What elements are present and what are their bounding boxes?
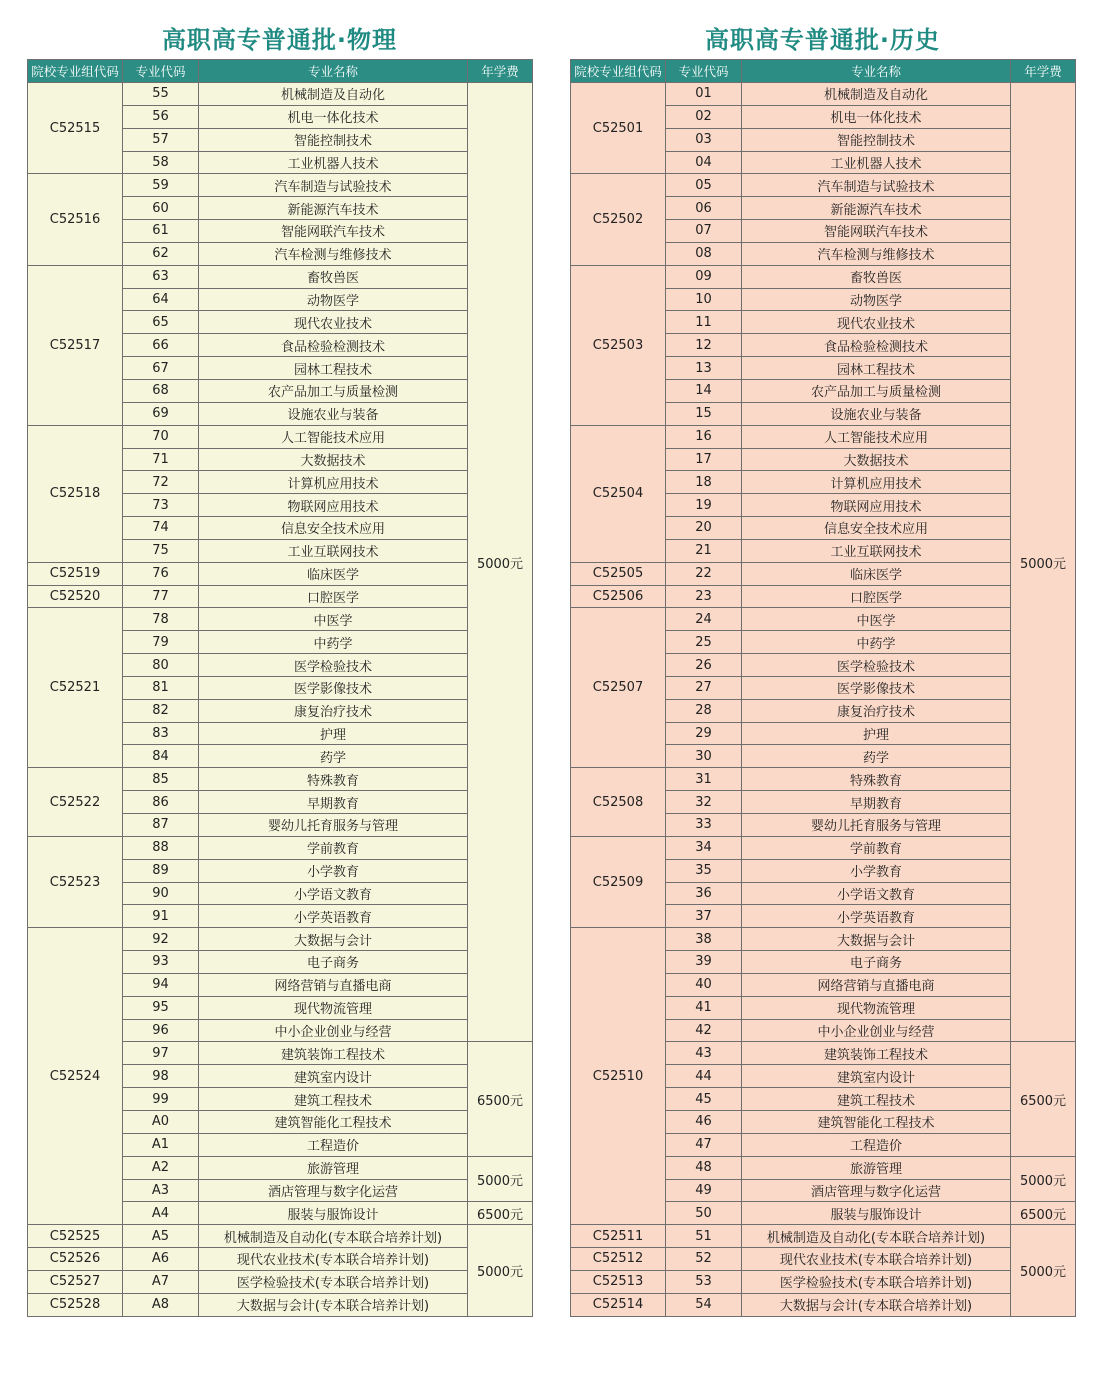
table-row bbox=[571, 585, 1076, 608]
major-name-cell: 电子商务 bbox=[199, 951, 468, 974]
table-row bbox=[571, 768, 1076, 791]
major-name-cell: 医学影像技术 bbox=[742, 676, 1011, 699]
header-major-code: 专业代码 bbox=[123, 60, 199, 83]
major-name-cell: 机械制造及自动化(专本联合培养计划) bbox=[742, 1225, 1011, 1248]
major-code-cell: 41 bbox=[666, 996, 742, 1019]
major-code-cell: 61 bbox=[123, 220, 199, 243]
major-name-cell: 大数据与会计 bbox=[199, 928, 468, 951]
major-name-cell: 现代农业技术(专本联合培养计划) bbox=[742, 1248, 1011, 1271]
major-code-cell: 92 bbox=[123, 928, 199, 951]
major-name-cell: 建筑工程技术 bbox=[199, 1088, 468, 1111]
table-row bbox=[28, 1248, 533, 1271]
tuition-cell: 5000元 bbox=[468, 1156, 533, 1202]
major-code-cell: 54 bbox=[666, 1293, 742, 1316]
major-code-cell: A1 bbox=[123, 1133, 199, 1156]
tuition-cell: 5000元 bbox=[1011, 1225, 1076, 1316]
table-row bbox=[571, 83, 1076, 106]
major-name-cell: 汽车检测与维修技术 bbox=[199, 242, 468, 265]
major-code-cell: 79 bbox=[123, 631, 199, 654]
major-name-cell: 旅游管理 bbox=[199, 1156, 468, 1179]
major-name-cell: 现代农业技术 bbox=[199, 311, 468, 334]
physics-title: 高职高专普通批·物理 bbox=[161, 26, 398, 54]
major-code-cell: 96 bbox=[123, 1019, 199, 1042]
group-code-cell: C52514 bbox=[571, 1293, 666, 1316]
major-name-cell: 婴幼儿托育服务与管理 bbox=[199, 814, 468, 837]
major-code-cell: 51 bbox=[666, 1225, 742, 1248]
major-code-cell: 21 bbox=[666, 539, 742, 562]
tuition-cell: 5000元 bbox=[1011, 1156, 1076, 1202]
major-name-cell: 医学检验技术 bbox=[199, 654, 468, 677]
major-name-cell: 建筑智能化工程技术 bbox=[742, 1110, 1011, 1133]
major-name-cell: 临床医学 bbox=[199, 562, 468, 585]
table-row bbox=[28, 1270, 533, 1293]
major-code-cell: 22 bbox=[666, 562, 742, 585]
major-code-cell: 99 bbox=[123, 1088, 199, 1111]
major-name-cell: 小学英语教育 bbox=[742, 905, 1011, 928]
major-code-cell: 93 bbox=[123, 951, 199, 974]
major-name-cell: 中小企业创业与经营 bbox=[742, 1019, 1011, 1042]
major-code-cell: 27 bbox=[666, 676, 742, 699]
table-row bbox=[571, 1225, 1076, 1248]
major-code-cell: 07 bbox=[666, 220, 742, 243]
major-name-cell: 计算机应用技术 bbox=[742, 471, 1011, 494]
major-name-cell: 机电一体化技术 bbox=[199, 105, 468, 128]
major-name-cell: 物联网应用技术 bbox=[199, 494, 468, 517]
major-name-cell: 中药学 bbox=[199, 631, 468, 654]
major-name-cell: 人工智能技术应用 bbox=[199, 425, 468, 448]
major-code-cell: 14 bbox=[666, 379, 742, 402]
major-code-cell: 57 bbox=[123, 128, 199, 151]
major-name-cell: 机电一体化技术 bbox=[742, 105, 1011, 128]
major-name-cell: 口腔医学 bbox=[199, 585, 468, 608]
table-row bbox=[28, 425, 533, 448]
major-name-cell: 新能源汽车技术 bbox=[199, 197, 468, 220]
major-code-cell: 66 bbox=[123, 334, 199, 357]
major-name-cell: 服装与服饰设计 bbox=[199, 1202, 468, 1225]
group-code-cell: C52524 bbox=[28, 928, 123, 1225]
major-name-cell: 中医学 bbox=[199, 608, 468, 631]
major-code-cell: 03 bbox=[666, 128, 742, 151]
major-name-cell: 网络营销与直播电商 bbox=[199, 973, 468, 996]
major-name-cell: 信息安全技术应用 bbox=[742, 517, 1011, 540]
history-table-body bbox=[571, 83, 1076, 1317]
major-code-cell: 10 bbox=[666, 288, 742, 311]
major-name-cell: 康复治疗技术 bbox=[742, 699, 1011, 722]
table-row bbox=[28, 1293, 533, 1316]
major-name-cell: 医学检验技术(专本联合培养计划) bbox=[742, 1270, 1011, 1293]
major-code-cell: 28 bbox=[666, 699, 742, 722]
major-code-cell: 64 bbox=[123, 288, 199, 311]
major-name-cell: 计算机应用技术 bbox=[199, 471, 468, 494]
major-name-cell: 现代农业技术(专本联合培养计划) bbox=[199, 1248, 468, 1271]
group-code-cell: C52515 bbox=[28, 83, 123, 174]
group-code-cell: C52526 bbox=[28, 1248, 123, 1271]
major-name-cell: 新能源汽车技术 bbox=[742, 197, 1011, 220]
major-name-cell: 智能网联汽车技术 bbox=[199, 220, 468, 243]
table-header-row bbox=[28, 60, 533, 83]
group-code-cell: C52509 bbox=[571, 836, 666, 927]
major-code-cell: 91 bbox=[123, 905, 199, 928]
major-code-cell: 46 bbox=[666, 1110, 742, 1133]
major-name-cell: 人工智能技术应用 bbox=[742, 425, 1011, 448]
major-code-cell: 47 bbox=[666, 1133, 742, 1156]
major-code-cell: 59 bbox=[123, 174, 199, 197]
major-name-cell: 食品检验检测技术 bbox=[742, 334, 1011, 357]
header-tuition: 年学费 bbox=[1011, 60, 1076, 83]
major-code-cell: 31 bbox=[666, 768, 742, 791]
major-name-cell: 网络营销与直播电商 bbox=[742, 973, 1011, 996]
major-code-cell: 77 bbox=[123, 585, 199, 608]
major-code-cell: 15 bbox=[666, 402, 742, 425]
major-code-cell: 98 bbox=[123, 1065, 199, 1088]
group-code-cell: C52504 bbox=[571, 425, 666, 562]
major-name-cell: 建筑工程技术 bbox=[742, 1088, 1011, 1111]
major-name-cell: 汽车检测与维修技术 bbox=[742, 242, 1011, 265]
major-code-cell: 97 bbox=[123, 1042, 199, 1065]
major-code-cell: 30 bbox=[666, 745, 742, 768]
major-name-cell: 中医学 bbox=[742, 608, 1011, 631]
major-code-cell: 86 bbox=[123, 791, 199, 814]
major-name-cell: 建筑装饰工程技术 bbox=[199, 1042, 468, 1065]
major-name-cell: 设施农业与装备 bbox=[742, 402, 1011, 425]
major-name-cell: 工程造价 bbox=[199, 1133, 468, 1156]
tuition-cell: 6500元 bbox=[1011, 1042, 1076, 1156]
table-row bbox=[571, 562, 1076, 585]
major-name-cell: 汽车制造与试验技术 bbox=[742, 174, 1011, 197]
major-name-cell: 医学检验技术 bbox=[742, 654, 1011, 677]
major-name-cell: 旅游管理 bbox=[742, 1156, 1011, 1179]
major-code-cell: 62 bbox=[123, 242, 199, 265]
major-code-cell: 55 bbox=[123, 83, 199, 106]
major-code-cell: 82 bbox=[123, 699, 199, 722]
major-name-cell: 早期教育 bbox=[199, 791, 468, 814]
major-code-cell: 20 bbox=[666, 517, 742, 540]
major-code-cell: 94 bbox=[123, 973, 199, 996]
group-code-cell: C52512 bbox=[571, 1248, 666, 1271]
major-name-cell: 小学语文教育 bbox=[199, 882, 468, 905]
group-code-cell: C52520 bbox=[28, 585, 123, 608]
tuition-cell: 6500元 bbox=[468, 1202, 533, 1225]
group-code-cell: C52506 bbox=[571, 585, 666, 608]
major-name-cell: 特殊教育 bbox=[199, 768, 468, 791]
tuition-cell: 5000元 bbox=[468, 83, 533, 1042]
major-name-cell: 医学检验技术(专本联合培养计划) bbox=[199, 1270, 468, 1293]
major-name-cell: 畜牧兽医 bbox=[199, 265, 468, 288]
major-name-cell: 大数据技术 bbox=[742, 448, 1011, 471]
major-name-cell: 机械制造及自动化 bbox=[742, 83, 1011, 106]
major-name-cell: 医学影像技术 bbox=[199, 676, 468, 699]
major-code-cell: 90 bbox=[123, 882, 199, 905]
major-name-cell: 工业机器人技术 bbox=[742, 151, 1011, 174]
major-code-cell: 16 bbox=[666, 425, 742, 448]
major-name-cell: 农产品加工与质量检测 bbox=[199, 379, 468, 402]
major-code-cell: 69 bbox=[123, 402, 199, 425]
major-name-cell: 园林工程技术 bbox=[742, 357, 1011, 380]
major-name-cell: 药学 bbox=[742, 745, 1011, 768]
group-code-cell: C52525 bbox=[28, 1225, 123, 1248]
history-table bbox=[570, 59, 1076, 1317]
major-code-cell: A4 bbox=[123, 1202, 199, 1225]
major-code-cell: 50 bbox=[666, 1202, 742, 1225]
major-name-cell: 工业互联网技术 bbox=[742, 539, 1011, 562]
major-name-cell: 中小企业创业与经营 bbox=[199, 1019, 468, 1042]
major-name-cell: 现代物流管理 bbox=[742, 996, 1011, 1019]
major-name-cell: 现代农业技术 bbox=[742, 311, 1011, 334]
major-name-cell: 大数据技术 bbox=[199, 448, 468, 471]
group-code-cell: C52519 bbox=[28, 562, 123, 585]
major-code-cell: 85 bbox=[123, 768, 199, 791]
table-row bbox=[28, 928, 533, 951]
major-name-cell: 电子商务 bbox=[742, 951, 1011, 974]
major-code-cell: 72 bbox=[123, 471, 199, 494]
major-code-cell: 48 bbox=[666, 1156, 742, 1179]
table-row bbox=[571, 174, 1076, 197]
major-name-cell: 农产品加工与质量检测 bbox=[742, 379, 1011, 402]
major-code-cell: 01 bbox=[666, 83, 742, 106]
tuition-cell: 5000元 bbox=[1011, 83, 1076, 1042]
group-code-cell: C52502 bbox=[571, 174, 666, 265]
major-name-cell: 临床医学 bbox=[742, 562, 1011, 585]
header-group-code: 院校专业组代码 bbox=[28, 60, 123, 83]
major-name-cell: 小学教育 bbox=[199, 859, 468, 882]
major-code-cell: 89 bbox=[123, 859, 199, 882]
table-row bbox=[28, 83, 533, 106]
major-name-cell: 药学 bbox=[199, 745, 468, 768]
major-code-cell: 23 bbox=[666, 585, 742, 608]
major-code-cell: 40 bbox=[666, 973, 742, 996]
table-row bbox=[28, 836, 533, 859]
group-code-cell: C52503 bbox=[571, 265, 666, 425]
major-code-cell: 76 bbox=[123, 562, 199, 585]
major-code-cell: 63 bbox=[123, 265, 199, 288]
table-row bbox=[571, 836, 1076, 859]
header-group-code: 院校专业组代码 bbox=[571, 60, 666, 83]
major-code-cell: A7 bbox=[123, 1270, 199, 1293]
major-code-cell: 17 bbox=[666, 448, 742, 471]
major-code-cell: 67 bbox=[123, 357, 199, 380]
table-row bbox=[571, 928, 1076, 951]
major-code-cell: 74 bbox=[123, 517, 199, 540]
major-code-cell: 24 bbox=[666, 608, 742, 631]
major-code-cell: 29 bbox=[666, 722, 742, 745]
major-name-cell: 学前教育 bbox=[199, 836, 468, 859]
major-code-cell: 43 bbox=[666, 1042, 742, 1065]
major-code-cell: A5 bbox=[123, 1225, 199, 1248]
table-row bbox=[571, 425, 1076, 448]
major-code-cell: 87 bbox=[123, 814, 199, 837]
major-code-cell: 49 bbox=[666, 1179, 742, 1202]
group-code-cell: C52507 bbox=[571, 608, 666, 768]
group-code-cell: C52527 bbox=[28, 1270, 123, 1293]
major-code-cell: 95 bbox=[123, 996, 199, 1019]
major-name-cell: 机械制造及自动化 bbox=[199, 83, 468, 106]
major-code-cell: 13 bbox=[666, 357, 742, 380]
major-name-cell: 园林工程技术 bbox=[199, 357, 468, 380]
major-name-cell: 中药学 bbox=[742, 631, 1011, 654]
major-code-cell: 44 bbox=[666, 1065, 742, 1088]
major-code-cell: 80 bbox=[123, 654, 199, 677]
group-code-cell: C52501 bbox=[571, 83, 666, 174]
major-name-cell: 护理 bbox=[742, 722, 1011, 745]
major-name-cell: 设施农业与装备 bbox=[199, 402, 468, 425]
major-name-cell: 工程造价 bbox=[742, 1133, 1011, 1156]
major-name-cell: 学前教育 bbox=[742, 836, 1011, 859]
major-name-cell: 智能网联汽车技术 bbox=[742, 220, 1011, 243]
major-code-cell: 73 bbox=[123, 494, 199, 517]
major-name-cell: 建筑装饰工程技术 bbox=[742, 1042, 1011, 1065]
major-name-cell: 食品检验检测技术 bbox=[199, 334, 468, 357]
major-name-cell: 汽车制造与试验技术 bbox=[199, 174, 468, 197]
major-code-cell: 36 bbox=[666, 882, 742, 905]
major-code-cell: 83 bbox=[123, 722, 199, 745]
tuition-cell: 6500元 bbox=[1011, 1202, 1076, 1225]
major-code-cell: 39 bbox=[666, 951, 742, 974]
group-code-cell: C52518 bbox=[28, 425, 123, 562]
table-row bbox=[28, 174, 533, 197]
group-code-cell: C52513 bbox=[571, 1270, 666, 1293]
table-row bbox=[28, 1225, 533, 1248]
header-major-code: 专业代码 bbox=[666, 60, 742, 83]
major-code-cell: 34 bbox=[666, 836, 742, 859]
major-code-cell: 38 bbox=[666, 928, 742, 951]
table-row bbox=[28, 608, 533, 631]
major-name-cell: 服装与服饰设计 bbox=[742, 1202, 1011, 1225]
table-row bbox=[28, 585, 533, 608]
major-name-cell: 动物医学 bbox=[199, 288, 468, 311]
group-code-cell: C52516 bbox=[28, 174, 123, 265]
major-code-cell: 04 bbox=[666, 151, 742, 174]
major-name-cell: 建筑智能化工程技术 bbox=[199, 1110, 468, 1133]
header-tuition: 年学费 bbox=[468, 60, 533, 83]
major-code-cell: 33 bbox=[666, 814, 742, 837]
major-name-cell: 早期教育 bbox=[742, 791, 1011, 814]
major-name-cell: 酒店管理与数字化运营 bbox=[199, 1179, 468, 1202]
major-name-cell: 工业机器人技术 bbox=[199, 151, 468, 174]
major-name-cell: 畜牧兽医 bbox=[742, 265, 1011, 288]
major-name-cell: 建筑室内设计 bbox=[199, 1065, 468, 1088]
table-row bbox=[571, 265, 1076, 288]
major-name-cell: 小学语文教育 bbox=[742, 882, 1011, 905]
table-row bbox=[571, 608, 1076, 631]
major-code-cell: 84 bbox=[123, 745, 199, 768]
major-name-cell: 大数据与会计(专本联合培养计划) bbox=[742, 1293, 1011, 1316]
major-name-cell: 大数据与会计(专本联合培养计划) bbox=[199, 1293, 468, 1316]
major-code-cell: 02 bbox=[666, 105, 742, 128]
group-code-cell: C52508 bbox=[571, 768, 666, 837]
table-row bbox=[28, 768, 533, 791]
major-code-cell: A0 bbox=[123, 1110, 199, 1133]
major-code-cell: A8 bbox=[123, 1293, 199, 1316]
major-name-cell: 康复治疗技术 bbox=[199, 699, 468, 722]
header-major-name: 专业名称 bbox=[742, 60, 1011, 83]
major-name-cell: 小学教育 bbox=[742, 859, 1011, 882]
major-name-cell: 小学英语教育 bbox=[199, 905, 468, 928]
tuition-cell: 6500元 bbox=[468, 1042, 533, 1156]
table-row bbox=[28, 265, 533, 288]
major-code-cell: 60 bbox=[123, 197, 199, 220]
table-header-row bbox=[571, 60, 1076, 83]
group-code-cell: C52521 bbox=[28, 608, 123, 768]
major-name-cell: 护理 bbox=[199, 722, 468, 745]
major-name-cell: 物联网应用技术 bbox=[742, 494, 1011, 517]
group-code-cell: C52523 bbox=[28, 836, 123, 927]
table-row bbox=[28, 562, 533, 585]
major-name-cell: 现代物流管理 bbox=[199, 996, 468, 1019]
group-code-cell: C52528 bbox=[28, 1293, 123, 1316]
major-name-cell: 建筑室内设计 bbox=[742, 1065, 1011, 1088]
major-code-cell: 12 bbox=[666, 334, 742, 357]
major-code-cell: 75 bbox=[123, 539, 199, 562]
history-title: 高职高专普通批·历史 bbox=[704, 26, 941, 54]
major-name-cell: 酒店管理与数字化运营 bbox=[742, 1179, 1011, 1202]
major-code-cell: 70 bbox=[123, 425, 199, 448]
major-name-cell: 动物医学 bbox=[742, 288, 1011, 311]
header-major-name: 专业名称 bbox=[199, 60, 468, 83]
major-code-cell: 09 bbox=[666, 265, 742, 288]
table-row bbox=[571, 1270, 1076, 1293]
tuition-cell: 5000元 bbox=[468, 1225, 533, 1316]
major-code-cell: A2 bbox=[123, 1156, 199, 1179]
major-code-cell: 18 bbox=[666, 471, 742, 494]
major-code-cell: A3 bbox=[123, 1179, 199, 1202]
major-name-cell: 婴幼儿托育服务与管理 bbox=[742, 814, 1011, 837]
table-row bbox=[571, 1293, 1076, 1316]
major-name-cell: 大数据与会计 bbox=[742, 928, 1011, 951]
physics-table-body bbox=[28, 83, 533, 1317]
major-code-cell: 53 bbox=[666, 1270, 742, 1293]
major-code-cell: 26 bbox=[666, 654, 742, 677]
major-name-cell: 智能控制技术 bbox=[742, 128, 1011, 151]
major-name-cell: 机械制造及自动化(专本联合培养计划) bbox=[199, 1225, 468, 1248]
major-code-cell: 71 bbox=[123, 448, 199, 471]
major-code-cell: 45 bbox=[666, 1088, 742, 1111]
major-code-cell: 25 bbox=[666, 631, 742, 654]
group-code-cell: C52505 bbox=[571, 562, 666, 585]
major-code-cell: 19 bbox=[666, 494, 742, 517]
major-code-cell: 05 bbox=[666, 174, 742, 197]
major-code-cell: 68 bbox=[123, 379, 199, 402]
group-code-cell: C52510 bbox=[571, 928, 666, 1225]
major-name-cell: 工业互联网技术 bbox=[199, 539, 468, 562]
major-code-cell: 11 bbox=[666, 311, 742, 334]
major-code-cell: 08 bbox=[666, 242, 742, 265]
major-code-cell: 35 bbox=[666, 859, 742, 882]
major-name-cell: 特殊教育 bbox=[742, 768, 1011, 791]
major-code-cell: 88 bbox=[123, 836, 199, 859]
group-code-cell: C52511 bbox=[571, 1225, 666, 1248]
major-name-cell: 智能控制技术 bbox=[199, 128, 468, 151]
major-code-cell: 78 bbox=[123, 608, 199, 631]
major-code-cell: 81 bbox=[123, 676, 199, 699]
major-code-cell: 37 bbox=[666, 905, 742, 928]
major-code-cell: 32 bbox=[666, 791, 742, 814]
major-code-cell: 42 bbox=[666, 1019, 742, 1042]
major-name-cell: 口腔医学 bbox=[742, 585, 1011, 608]
major-name-cell: 信息安全技术应用 bbox=[199, 517, 468, 540]
physics-table bbox=[27, 59, 533, 1317]
major-code-cell: 56 bbox=[123, 105, 199, 128]
major-code-cell: 06 bbox=[666, 197, 742, 220]
major-code-cell: 52 bbox=[666, 1248, 742, 1271]
group-code-cell: C52522 bbox=[28, 768, 123, 837]
major-code-cell: 58 bbox=[123, 151, 199, 174]
major-code-cell: 65 bbox=[123, 311, 199, 334]
table-row bbox=[571, 1248, 1076, 1271]
major-code-cell: A6 bbox=[123, 1248, 199, 1271]
group-code-cell: C52517 bbox=[28, 265, 123, 425]
